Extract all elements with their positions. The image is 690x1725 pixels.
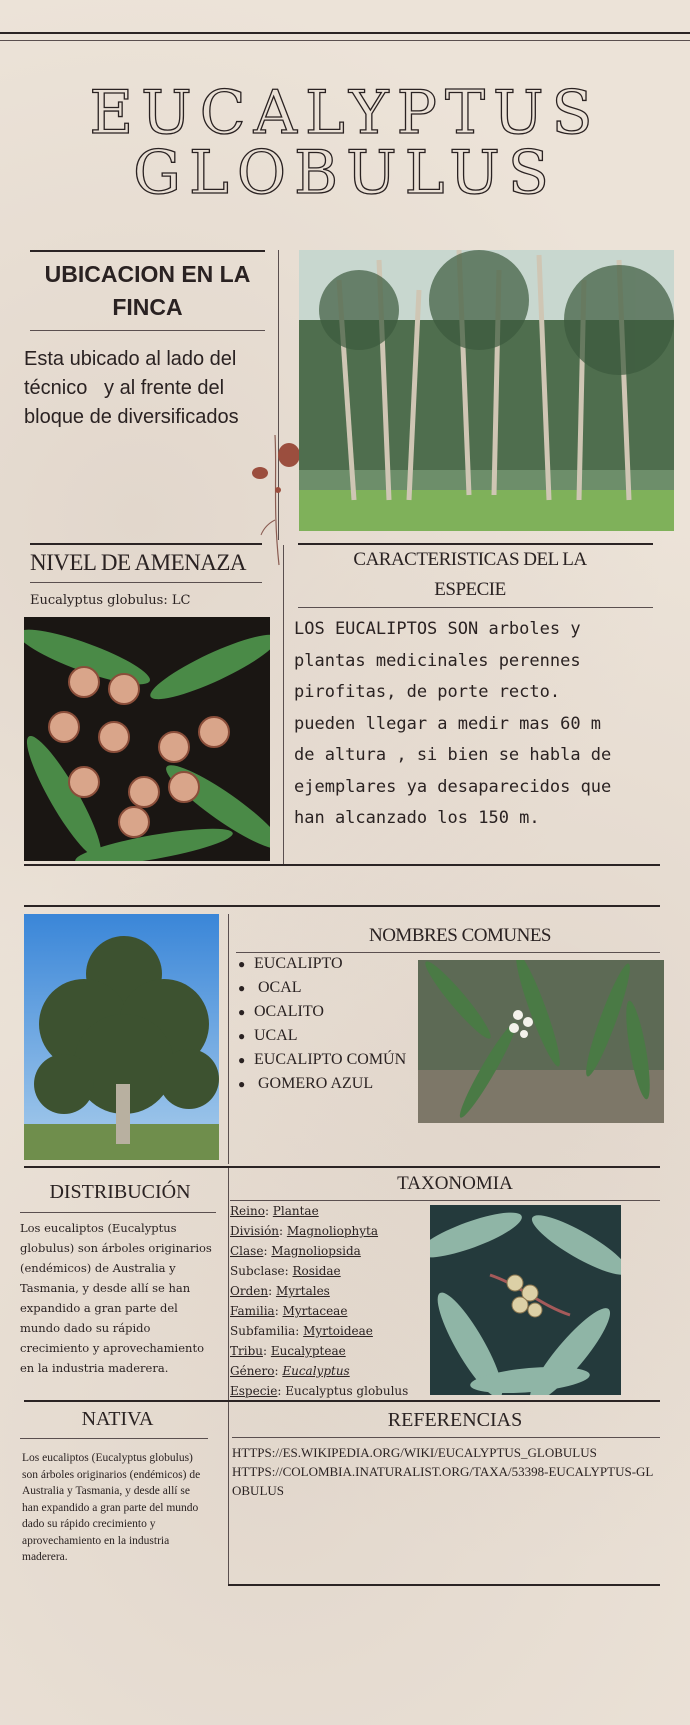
list-item: ● EUCALIPTO	[238, 955, 343, 972]
amenaza-heading: NIVEL DE AMENAZA	[30, 550, 247, 575]
taxonomy-row: División: Magnoliophyta	[230, 1224, 379, 1238]
list-item: ● EUCALIPTO COMÚN	[238, 1051, 407, 1068]
taxonomy-row: Tribu: Eucalypteae	[230, 1344, 346, 1358]
gumnut-leaves-photo	[24, 617, 270, 861]
ubicacion-top-rule	[30, 250, 265, 252]
tree-photo	[24, 914, 219, 1160]
caracteristicas-heading: CARACTERISTICAS DEL LA ESPECIE	[353, 549, 587, 600]
bottom-rule	[228, 1584, 660, 1586]
amenaza-bottom-rule	[30, 582, 262, 583]
taxonomy-row: Clase: Magnoliopsida	[230, 1244, 361, 1258]
section2-divider	[228, 914, 229, 1164]
taxonomia-heading: TAXONOMIA	[397, 1173, 513, 1194]
page-title-line1: EUCALYPTUS	[89, 78, 601, 148]
taxonomy-row: Especie: Eucalyptus globulus	[230, 1384, 409, 1398]
list-item: ● OCALITO	[238, 1003, 324, 1020]
taxonomy-row: Familia: Myrtaceae	[230, 1304, 348, 1318]
ubicacion-heading: UBICACION EN LA FINCA	[44, 261, 251, 320]
taxonomy-row: Orden: Myrtales	[230, 1284, 330, 1298]
section3-rule	[24, 1400, 660, 1402]
top-rule-thin	[0, 40, 690, 41]
eucalyptus-flowers-photo	[418, 960, 664, 1123]
reference-link-2[interactable]: HTTPS://COLOMBIA.INATURALIST.ORG/TAXA/53398-EUCALYPTUS-GLOBULUS	[232, 1464, 654, 1498]
taxonomy-table	[230, 1201, 420, 1401]
ubicacion-text: Esta ubicado al lado del técnico y al frente del bloque de diversificados	[24, 348, 242, 428]
nativa-rule	[20, 1438, 208, 1439]
section2-bottom-rule	[24, 1166, 660, 1168]
page-title-line2: GLOBULUS	[133, 138, 557, 208]
amenaza-text: Eucalyptus globulus: LC	[30, 593, 191, 608]
distribucion-text: Los eucaliptos (Eucalyptus globulus) son árboles originarios (endémicos) de Australia y Tasmania, y desde allí se han expandido a gran parte del mundo dado su rápido crecimiento y aprovechamiento en la industria maderera.	[20, 1221, 212, 1375]
nativa-heading: NATIVA	[81, 1408, 154, 1430]
list-item: ● UCAL	[238, 1027, 298, 1044]
section1-bottom-rule	[24, 864, 660, 866]
taxonomy-row: Reino: Plantae	[230, 1204, 319, 1218]
caracteristicas-divider	[283, 545, 284, 865]
taxonomia-divider	[228, 1168, 229, 1586]
forest-photo	[299, 250, 674, 531]
taxonomy-row: Subclase: Rosidae	[230, 1264, 341, 1278]
eucalyptus-branch-photo	[430, 1205, 621, 1395]
distribucion-heading: DISTRIBUCIÓN	[49, 1181, 191, 1203]
list-item: ● OCAL	[238, 979, 302, 996]
referencias-rule	[232, 1437, 660, 1438]
distribucion-rule	[20, 1212, 216, 1213]
top-rule	[0, 32, 690, 34]
nombres-heading: NOMBRES COMUNES	[368, 925, 551, 946]
amenaza-top-rule	[30, 543, 262, 545]
caracteristicas-bottom-rule	[298, 607, 653, 608]
taxonomy-row: Género: Eucalyptus	[230, 1364, 350, 1378]
section2-top-rule	[24, 905, 660, 907]
referencias-heading: REFERENCIAS	[387, 1409, 523, 1431]
caracteristicas-text: LOS EUCALIPTOS SON arboles y plantas medicinales perennes pirofitas, de porte recto. pueden llegar a medir mas 60 m de altura , si bien se habla de ejemplares ya desaparecidos que han alcanzado los 150 m.	[294, 619, 612, 828]
taxonomy-row: Subfamilia: Myrtoideae	[230, 1324, 373, 1338]
nativa-text: Los eucaliptos (Eucalyptus globulus) son árboles originarios (endémicos) de Australia y Tasmania, y desde allí se han expandido a gran parte del mundo dado su rápido crecimiento y aprovechamiento en la industria maderera.	[22, 1452, 201, 1563]
ubicacion-bottom-rule	[30, 330, 265, 331]
common-names-list	[238, 952, 428, 1096]
list-item: ● GOMERO AZUL	[238, 1075, 374, 1092]
reference-link-1[interactable]: HTTPS://ES.WIKIPEDIA.ORG/WIKI/EUCALYPTUS_GLOBULUS	[232, 1445, 597, 1460]
